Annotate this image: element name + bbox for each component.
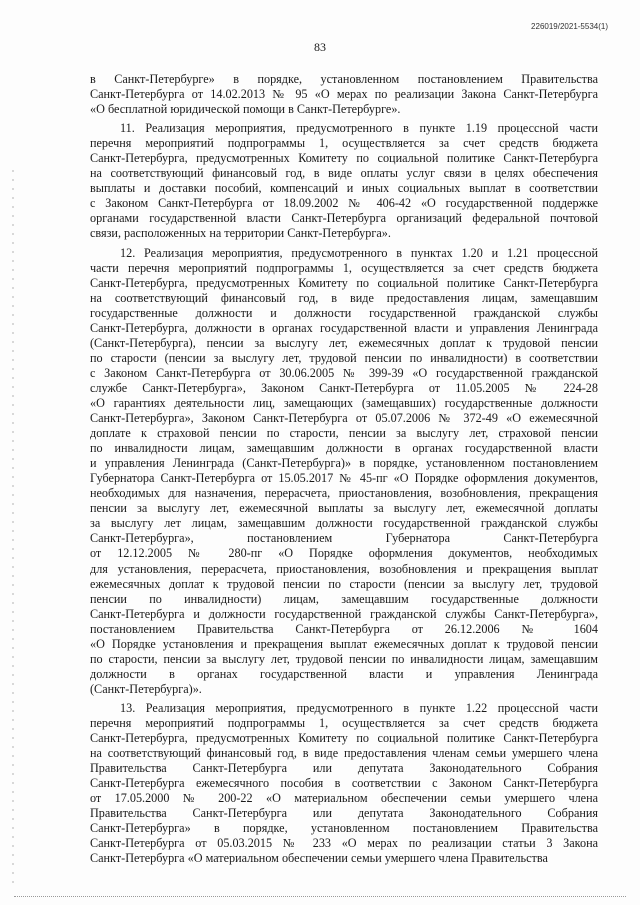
text-line: по старости (пенсии за выслугу лет, трудовой пенсии по инвалидности) в соответствии: [90, 350, 598, 365]
text-line: Санкт-Петербурга «О материальном обеспечении семьи умершего члена Правительства: [90, 851, 548, 866]
paragraph: [90, 121, 598, 241]
text-line: части перечня мероприятий подпрограммы 1, осуществляется за счет средств бюджета: [90, 260, 598, 275]
paragraph: [90, 246, 598, 697]
text-line: на соответствующий финансовый год, в виде оплаты услуг связи в целях обеспечения: [90, 166, 598, 181]
text-line: перечня мероприятий подпрограммы 1, осуществляется за счет средств бюджета: [90, 715, 598, 730]
text-line: Санкт-Петербурга, предусмотренных Комитету по социальной политике Санкт-Петербурга: [90, 731, 598, 746]
text-line: с Законом Санкт-Петербурга от 18.09.2002 № 406-42 «О государственной поддержке: [90, 196, 598, 211]
text-line: по старости, пенсии за выслугу лет, трудовой пенсии по инвалидности лицам, замещавшим: [90, 651, 598, 666]
text-line: и управления Ленинграда (Санкт-Петербурга)» в порядке, установленном постановлением: [90, 456, 598, 471]
text-line: Санкт-Петербурга» в порядке, установленном постановлением Правительства: [90, 821, 598, 836]
scan-margin-marks: [12, 170, 14, 890]
text-line: в Санкт-Петербурге» в порядке, установленном постановлением Правительства: [90, 72, 598, 86]
page-bottom-rule: [14, 896, 626, 897]
text-line: от 17.05.2000 № 200-22 «О материальном обеспечении семьи умершего члена: [90, 791, 598, 806]
text-line: пенсии по инвалидности) лицам, замещавшим государственные должности: [90, 591, 598, 606]
text-line: выплаты и доставки пособий, компенсаций и иных социальных выплат в соответствии: [90, 181, 598, 196]
text-line: постановлением Правительства Санкт-Петербурга от 26.12.2006 № 1604: [90, 621, 598, 636]
text-line: 11. Реализация мероприятия, предусмотренного в пункте 1.19 процессной части: [120, 121, 598, 136]
text-line: Губернатора Санкт-Петербурга от 15.05.2017 № 45-пг «О Порядке оформления документов,: [90, 471, 598, 486]
text-line: Санкт-Петербурга, предусмотренных Комитету по социальной политике Санкт-Петербурга: [90, 151, 598, 166]
text-line: службе Санкт-Петербурга», Законом Санкт-Петербурга от 11.05.2005 № 224-28: [90, 380, 598, 395]
text-line: перечня мероприятий подпрограммы 1, осуществляется за счет средств бюджета: [90, 136, 598, 151]
text-line: должности в органах государственной власти и управления Ленинграда: [90, 666, 598, 681]
text-line: Санкт-Петербурга», постановлением Губернатора Санкт-Петербурга: [90, 531, 598, 546]
text-line: за выслугу лет лицам, замещавшим должности государственной гражданской службы: [90, 516, 598, 531]
text-line: Санкт-Петербурга, должности в органах государственной власти и управления Ленинграда: [90, 320, 598, 335]
text-line: необходимых для назначения, перерасчета, приостановления, возобновления, прекращения: [90, 486, 598, 501]
text-line: «О гарантиях деятельности лиц, замещающих (замещавших) государственные должности: [90, 395, 598, 410]
text-line: «О бесплатной юридической помощи в Санкт-Петербурге».: [90, 102, 401, 117]
text-line: Санкт-Петербурга от 05.03.2015 № 233 «О мерах по реализации статьи 3 Закона: [90, 836, 598, 851]
text-line: Санкт-Петербурга, предусмотренных Комитету по социальной политике Санкт-Петербурга: [90, 275, 598, 290]
text-line: 13. Реализация мероприятия, предусмотренного в пункте 1.22 процессной части: [120, 700, 598, 715]
text-line: от 12.12.2005 № 280-пг «О Порядке оформления документов, необходимых: [90, 546, 598, 561]
text-line: Правительства Санкт-Петербурга или депутата Законодательного Собрания: [90, 761, 598, 776]
text-line: на соответствующий финансовый год, в виде предоставления лицам, замещавшим: [90, 290, 598, 305]
text-line: связи, расположенных на территории Санкт-Петербурга».: [90, 226, 391, 241]
text-line: по инвалидности лицам, замещавшим должности в органах государственной власти: [90, 441, 598, 456]
text-line: (Санкт-Петербурга), пенсии за выслугу лет, ежемесячных доплат к трудовой пенсии: [90, 335, 598, 350]
paragraph: [90, 701, 598, 867]
text-line: на соответствующий финансовый год, в виде предоставления членам семьи умершего члена: [90, 746, 598, 761]
text-line: (Санкт-Петербурга)».: [90, 681, 202, 696]
text-line: Санкт-Петербурга», Законом Санкт-Петербурга от 05.07.2006 № 372-49 «О ежемесячной: [90, 411, 598, 426]
text-line: Правительства Санкт-Петербурга или депутата Законодательного Собрания: [90, 806, 598, 821]
text-line: государственные должности и должности государственной гражданской службы: [90, 305, 598, 320]
text-line: Санкт-Петербурга и должности государственной гражданской службы Санкт-Петербурга»,: [90, 606, 598, 621]
text-line: для установления, перерасчета, приостановления, возобновления и прекращения выплат: [90, 561, 598, 576]
text-line: органами государственной власти Санкт-Петербурга организаций федеральной почтовой: [90, 211, 598, 226]
paragraph: [90, 72, 598, 117]
document-id: 226019/2021-5534(1): [531, 22, 608, 31]
text-line: ежемесячных доплат к трудовой пенсии по старости (пенсии за выслугу лет, трудовой: [90, 576, 598, 591]
text-line: с Законом Санкт-Петербурга от 30.06.2005 № 399-39 «О государственной гражданской: [90, 365, 598, 380]
text-line: пенсии за выслугу лет, ежемесячной выплаты за выслугу лет, ежемесячной доплаты: [90, 501, 598, 516]
text-line: «О Порядке установления и прекращения выплат ежемесячных доплат к трудовой пенсии: [90, 636, 598, 651]
text-line: Санкт-Петербурга от 14.02.2013 № 95 «О мерах по реализации Закона Санкт-Петербурга: [90, 87, 598, 102]
page-number: 83: [314, 40, 326, 54]
text-line: 12. Реализация мероприятия, предусмотренного в пунктах 1.20 и 1.21 процессной: [120, 245, 598, 260]
document-body: [90, 72, 598, 866]
text-line: Санкт-Петербурга ежемесячного пособия в соответствии с Законом Санкт-Петербурга: [90, 776, 598, 791]
text-line: доплате к страховой пенсии по старости, пенсии за выслугу лет, страховой пенсии: [90, 426, 598, 441]
